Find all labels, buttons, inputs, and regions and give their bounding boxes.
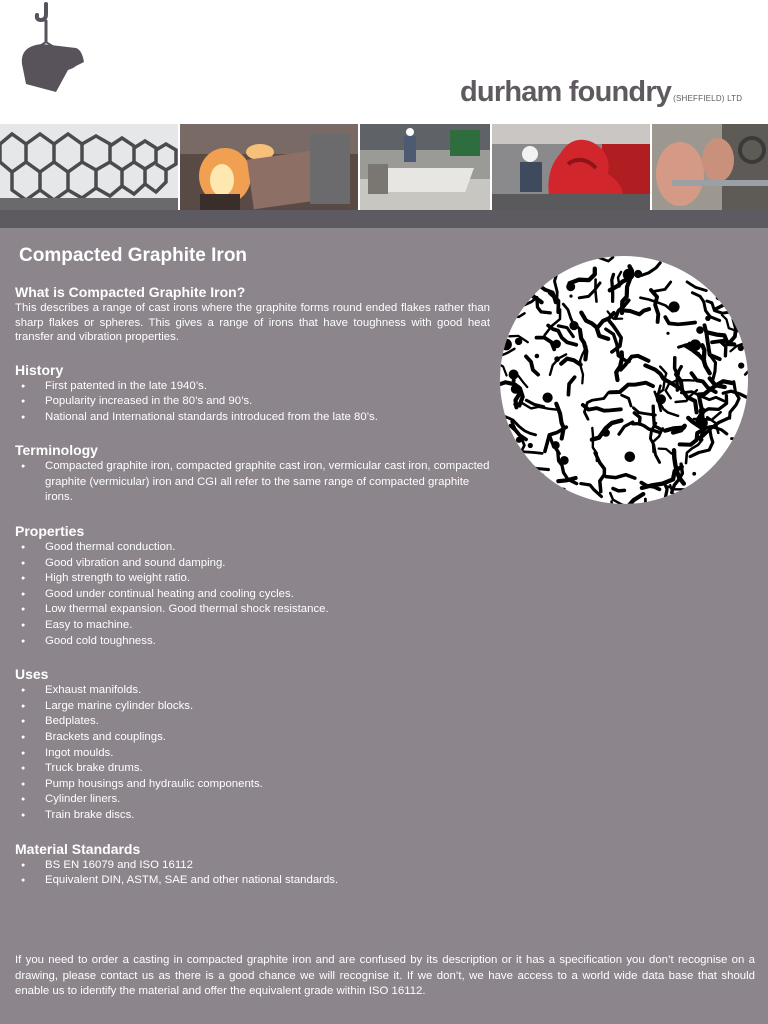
list-item: ● Easy to machine. — [15, 618, 490, 634]
list-item: ● Truck brake drums. — [15, 761, 490, 777]
properties-heading: Properties — [15, 523, 85, 540]
red-casting-photo — [492, 124, 652, 210]
list-item: ● Bedplates. — [15, 714, 490, 730]
list-item: ● Train brake discs. — [15, 808, 490, 824]
main-content — [15, 244, 490, 889]
header — [0, 0, 768, 124]
uses-list — [15, 683, 490, 823]
list-item: ● Good thermal conduction. — [15, 540, 490, 556]
list-item: ● Compacted graphite iron, compacted graphite cast iron, vermicular cast iron, compacted graphite (vermicular) iron and CGI all refer to the same range of compacted graphite irons. — [15, 459, 490, 506]
brand-name: durham foundry — [460, 76, 672, 108]
list-item: ● High strength to weight ratio. — [15, 571, 490, 587]
list-item: ● Cylinder liners. — [15, 792, 490, 808]
standards-list — [15, 858, 490, 889]
brand — [460, 76, 742, 109]
molten-pour-photo — [180, 124, 360, 210]
what-heading: What is Compacted Graphite Iron? — [15, 284, 246, 300]
history-heading: History — [15, 361, 64, 378]
hand-gauge-photo — [652, 124, 768, 210]
uses-heading: Uses — [15, 666, 49, 683]
list-item: ● Brackets and couplings. — [15, 730, 490, 746]
what-text: This describes a range of cast irons where the graphite forms round ended flakes rather than sharp flakes or spheres. This gives a range of irons that have toughness with good heat transfer and vibration properties. — [15, 302, 490, 343]
list-item: ● Exhaust manifolds. — [15, 683, 490, 699]
list-item: ● Good cold toughness. — [15, 634, 490, 650]
header-band — [0, 210, 768, 228]
foundry-floor-photo — [360, 124, 492, 210]
list-item: ● Popularity increased in the 80’s and 90’s. — [15, 394, 490, 410]
footer-note: If you need to order a casting in compacted graphite iron and are confused by its description or it has a specification you don’t recognise on a drawing, please contact us as there is a good chance we will recognise it. If we don’t, we have access to a world wide data base that should enable us to identify the material and offer the equivalent grade within ISO 16112. — [15, 954, 755, 998]
terminology-heading: Terminology — [15, 442, 98, 459]
list-item: ● Good vibration and sound damping. — [15, 556, 490, 572]
list-item: ● BS EN 16079 and ISO 16112 — [15, 858, 490, 874]
brand-suffix: (SHEFFIELD) LTD — [673, 94, 743, 103]
list-item: ● Good under continual heating and cooling cycles. — [15, 587, 490, 603]
photo-strip — [0, 124, 768, 210]
list-item: ● Ingot moulds. — [15, 746, 490, 762]
list-item: ● Pump housings and hydraulic components. — [15, 777, 490, 793]
page-title: Compacted Graphite Iron — [19, 245, 248, 266]
list-item: ● Equivalent DIN, ASTM, SAE and other national standards. — [15, 873, 490, 889]
standards-heading: Material Standards — [15, 840, 141, 857]
list-item: ● Low thermal expansion. Good thermal shock resistance. — [15, 602, 490, 618]
properties-list — [15, 540, 490, 649]
list-item: ● National and International standards introduced from the late 80’s. — [15, 410, 490, 426]
graphite-micrograph-image — [500, 256, 748, 504]
terminology-list — [15, 459, 490, 506]
history-list — [15, 379, 490, 426]
iron-grille-photo — [0, 124, 180, 210]
ladle-hook-icon — [16, 2, 88, 98]
list-item: ● Large marine cylinder blocks. — [15, 699, 490, 715]
list-item: ● First patented in the late 1940’s. — [15, 379, 490, 395]
